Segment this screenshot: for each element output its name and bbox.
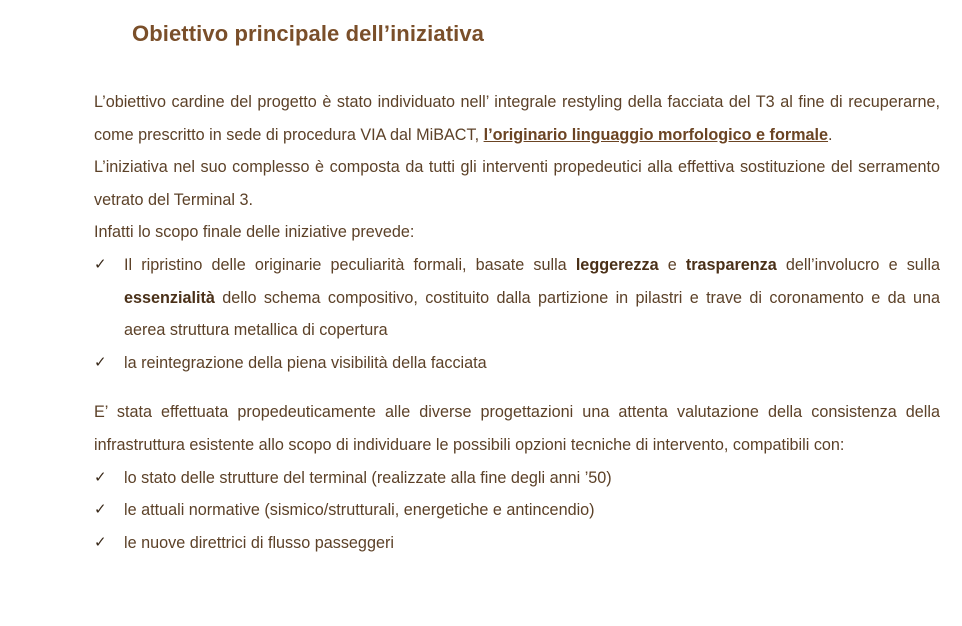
paragraph-objective [94,86,940,151]
item-text: dello schema compositivo, costituito dalla partizione in pilastri e trave di coronamento e da una aerea struttura metallica di copertura [124,288,940,340]
item-text: le nuove direttrici di flusso passeggeri [124,533,394,552]
list-item [94,494,940,527]
scope-list [94,249,940,379]
list-item [94,249,940,347]
checkmark-icon: ✓ [94,533,107,551]
item-text: dell’involucro e sulla [776,255,940,274]
list-item [94,527,940,560]
checkmark-icon: ✓ [94,468,107,486]
item-text: la reintegrazione della piena visibilità della facciata [124,353,487,372]
paragraph-scope: Infatti lo scopo finale delle iniziative prevede: [94,223,415,242]
item-text: lo stato delle strutture del terminal (realizzate alla fine degli anni ’50) [124,468,612,487]
item-text: e [658,255,686,274]
paragraph-text: L’obiettivo cardine del progetto è stato individuato nell’ integrale restyling della facciata del T3 al fine di recuperarne, come prescritto in sede di procedura VIA dal MiBACT, [94,93,940,144]
checkmark-icon: ✓ [94,501,107,519]
paragraph-assessment: E’ stata effettuata propedeuticamente alle diverse progettazioni una attenta valutazione della consistenza della infrastruttura esistente allo scopo di individuare le possibili opzioni tecniche di intervento, compatibili con: [94,403,940,454]
paragraph-end: . [828,125,833,144]
document-body [94,86,940,559]
checkmark-icon: ✓ [94,353,107,371]
compatibility-list [94,462,940,560]
paragraph-composition: L’iniziativa nel suo complesso è composta da tutti gli interventi propedeutici alla effettiva sostituzione del serramento vetrato del Terminal 3. [94,158,940,209]
bold-text: leggerezza [575,255,659,274]
page-title: Obiettivo principale dell’iniziativa [132,21,485,46]
spacer [94,379,940,396]
list-item [94,462,940,495]
item-text: le attuali normative (sismico/strutturali, energetiche e antincendio) [124,501,595,520]
bold-text: essenzialità [124,288,215,307]
bold-text: trasparenza [685,255,777,274]
item-text: Il ripristino delle originarie peculiarità formali, basate sulla [124,255,576,274]
emphasis-text: l’originario linguaggio morfologico e formale [483,125,829,144]
checkmark-icon: ✓ [94,255,107,273]
list-item [94,347,940,380]
